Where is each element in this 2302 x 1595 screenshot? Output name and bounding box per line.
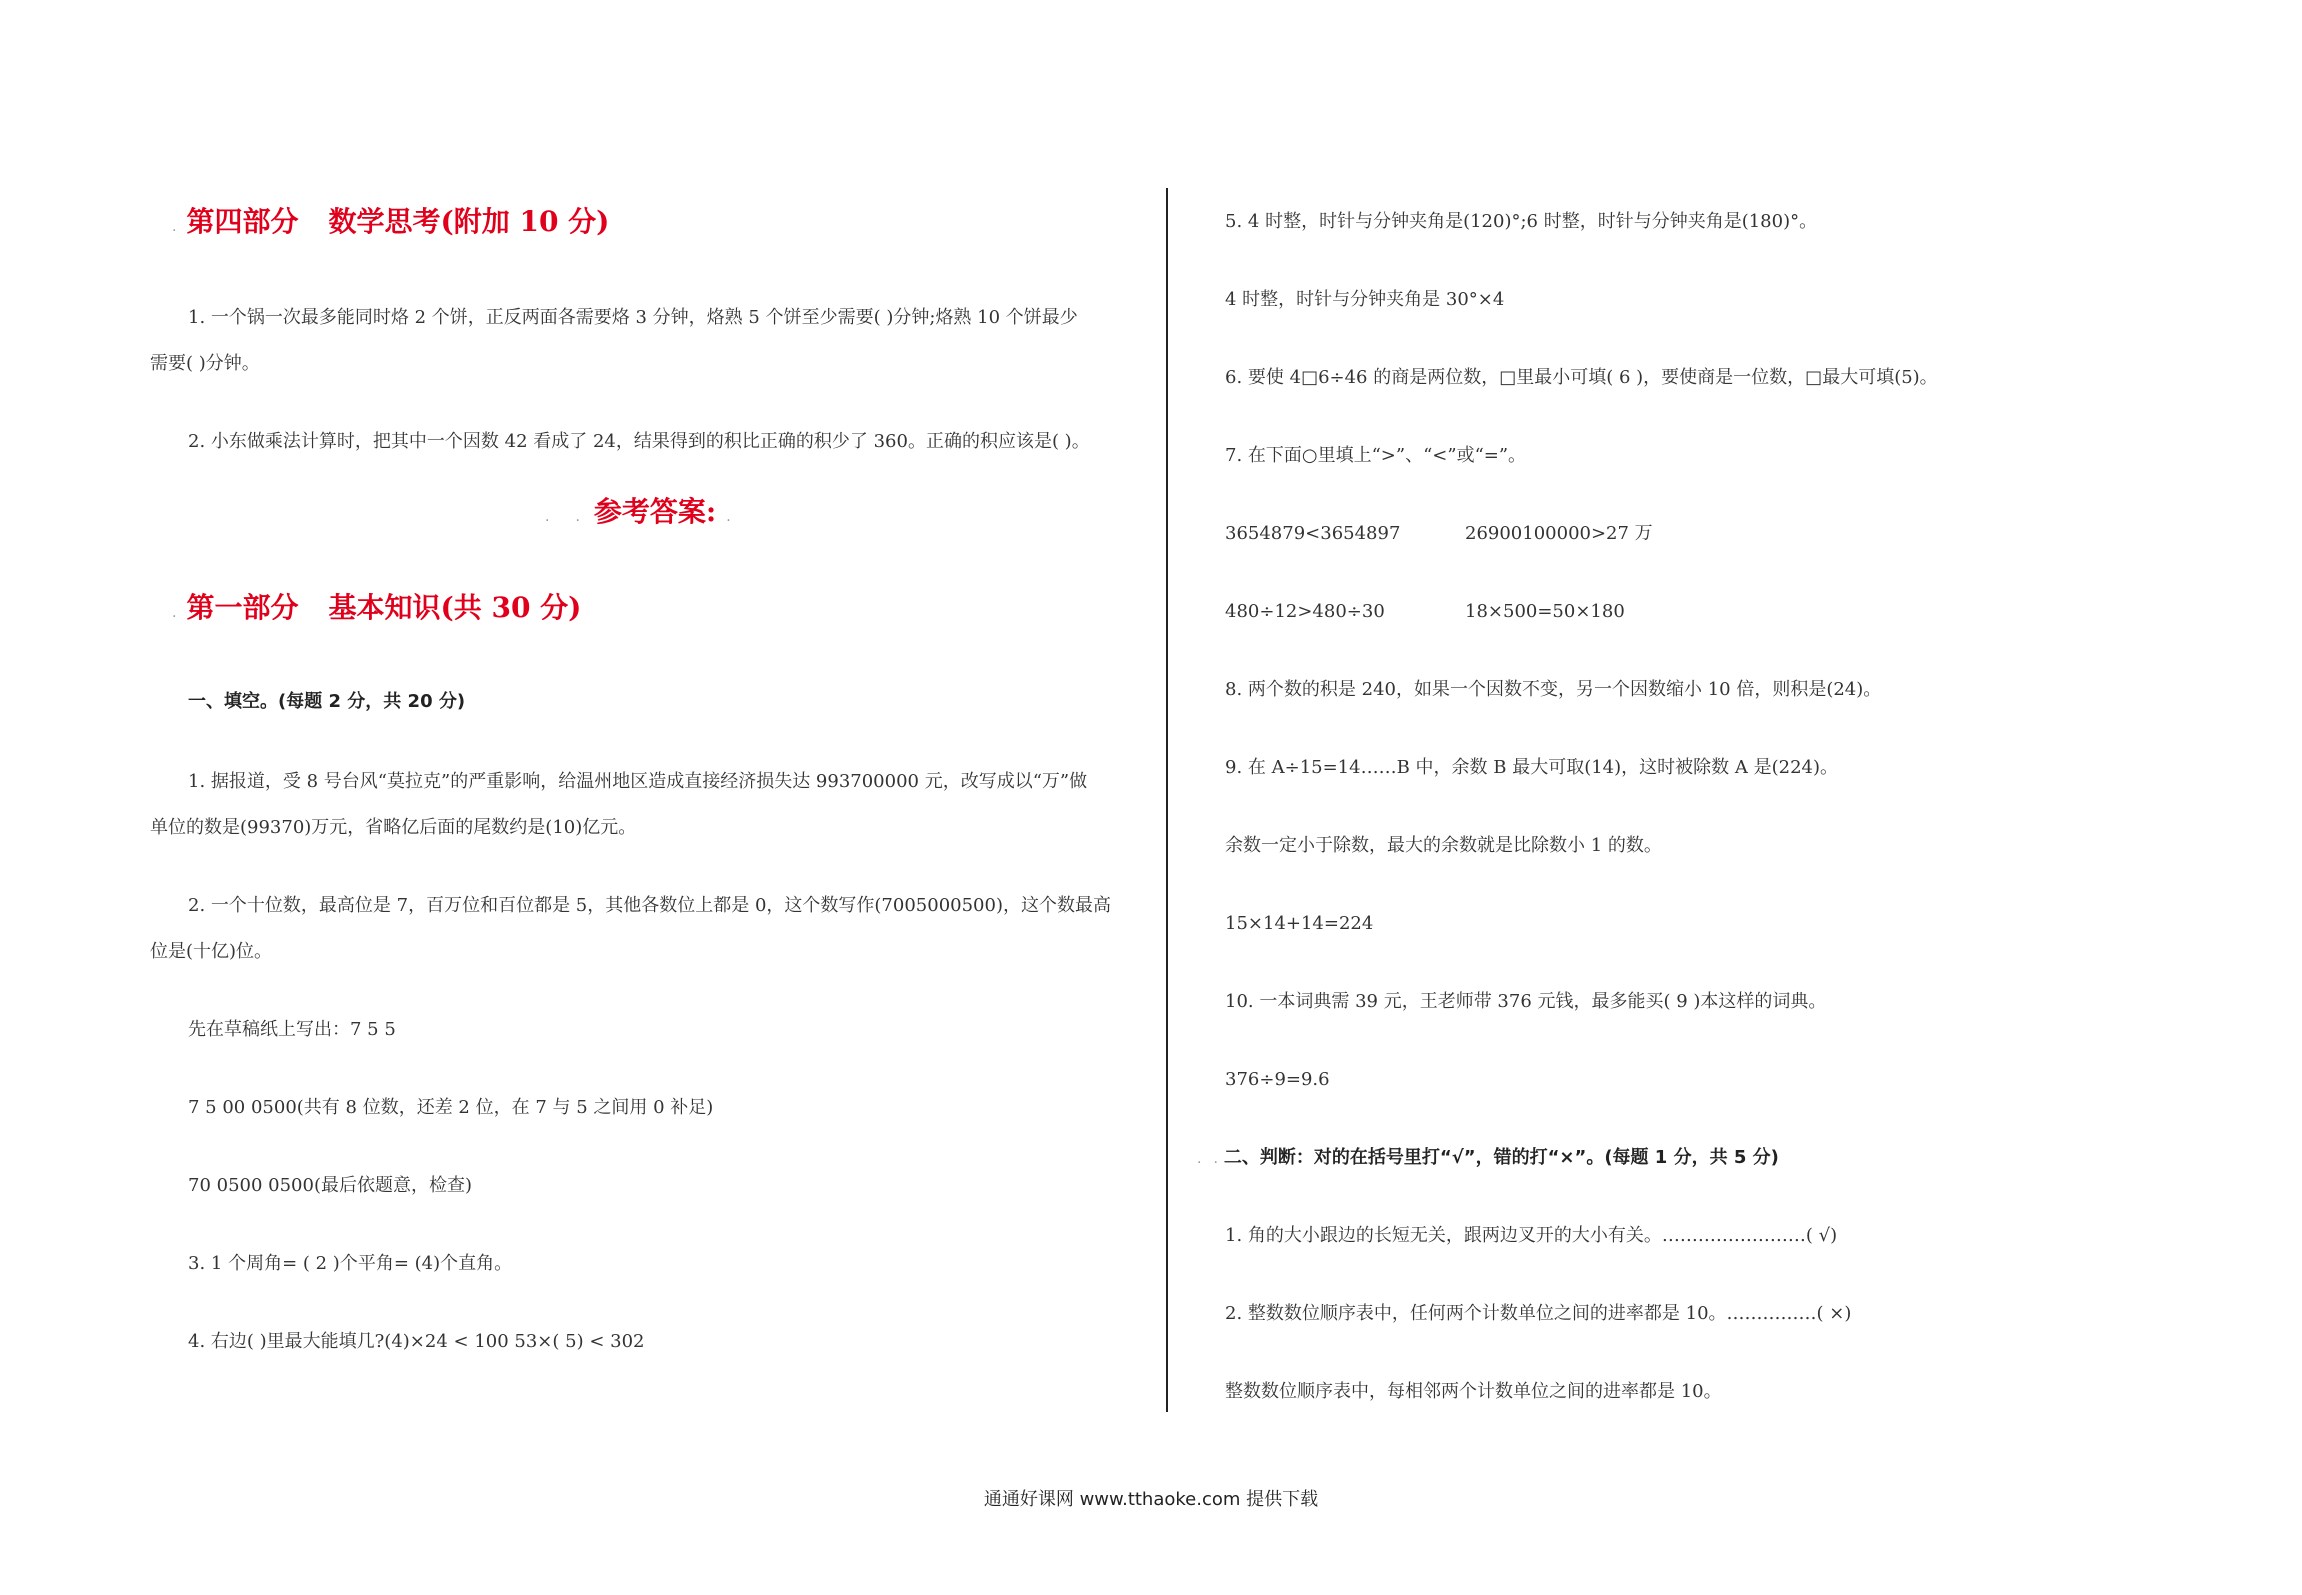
answer-title: 参考答案: [593,495,717,528]
a9-line2: 余数一定小于除数，最大的余数就是比除数小 1 的数。 [1225,835,1662,856]
part4-title-b: 数学思考(附加 10 分) [328,205,610,238]
section1-heading: 一、填空。(每题 2 分，共 20 分) [188,691,466,712]
part1-heading: . 第一部分 基本知识(共 30 分) [172,591,582,624]
a2-note3: 70 0500 0500(最后依题意，检查) [188,1175,473,1196]
a5-line2: 4 时整，时针与分钟夹角是 30°×4 [1225,289,1505,310]
j2-line1: 2. 整数数位顺序表中，任何两个计数单位之间的进率都是 10。……………( ×) [1225,1303,1852,1324]
a10-line1: 10. 一本词典需 39 元，王老师带 376 元钱，最多能买( 9 )本这样的词典。 [1225,991,1827,1012]
part1-title-b: 基本知识(共 30 分) [328,591,582,624]
a2-line2: 位是(十亿)位。 [150,941,273,962]
a2-line1: 2. 一个十位数，最高位是 7，百万位和百位都是 5，其他各数位上都是 0，这个数写作(7005000500)，这个数最高 [188,895,1111,916]
a7-row2-a: 480÷12>480÷30 [1225,601,1385,622]
a10-line2: 376÷9=9.6 [1225,1069,1330,1090]
a7-row1-a: 3654879<3654897 [1225,523,1401,544]
a6-line1: 6. 要使 4□6÷46 的商是两位数，□里最小可填( 6 )，要使商是一位数，□最大可填(5)。 [1225,367,1938,388]
a8-line1: 8. 两个数的积是 240，如果一个因数不变，另一个因数缩小 10 倍，则积是(24)。 [1225,679,1882,700]
section2-heading: 二、判断：对的在括号里打“√”，错的打“×”。(每题 1 分，共 5 分) [1223,1147,1779,1168]
section2-heading-row: . . 二、判断：对的在括号里打“√”，错的打“×”。(每题 1 分，共 5 分) [1197,1147,1779,1168]
answer-heading: . . 参考答案: . [545,495,731,528]
q1-line2: 需要( )分钟。 [150,353,260,374]
a9-line1: 9. 在 A÷15=14……B 中，余数 B 最大可取(14)，这时被除数 A 是(224)。 [1225,757,1839,778]
a2-note1: 先在草稿纸上写出：7 5 5 [188,1019,396,1040]
a9-line3: 15×14+14=224 [1225,913,1374,934]
a7-line1: 7. 在下面○里填上“>”、“<”或“=”。 [1225,445,1527,466]
part4-title-a: 第四部分 [186,205,299,238]
part4-heading: . 第四部分 数学思考(附加 10 分) [172,205,610,238]
a5-line1: 5. 4 时整，时针与分钟夹角是(120)°;6 时整，时针与分钟夹角是(180)°。 [1225,211,1818,232]
a7-row1-b: 26900100000>27 万 [1465,523,1653,544]
q1-line1: 1. 一个锅一次最多能同时烙 2 个饼，正反两面各需要烙 3 分钟，烙熟 5 个饼至少需要( )分钟;烙熟 10 个饼最少 [188,307,1078,328]
part1-title-a: 第一部分 [186,591,299,624]
a7-row2-b: 18×500=50×180 [1465,601,1625,622]
j2-line2: 整数数位顺序表中，每相邻两个计数单位之间的进率都是 10。 [1225,1381,1722,1402]
a3-line1: 3. 1 个周角= ( 2 )个平角= (4)个直角。 [188,1253,513,1274]
a1-line2: 单位的数是(99370)万元，省略亿后面的尾数约是(10)亿元。 [150,817,637,838]
j1-line1: 1. 角的大小跟边的长短无关，跟两边叉开的大小有关。……………………( √) [1225,1225,1838,1246]
column-divider [1166,188,1168,1412]
a4-line1: 4. 右边( )里最大能填几?(4)×24 < 100 53×( 5) < 302 [188,1331,645,1352]
footer-credit: 通通好课网 www.tthaoke.com 提供下载 [983,1489,1319,1510]
q2-line1: 2. 小东做乘法计算时，把其中一个因数 42 看成了 24，结果得到的积比正确的积少了 360。正确的积应该是( )。 [188,431,1090,452]
a1-line1: 1. 据报道，受 8 号台风“莫拉克”的严重影响，给温州地区造成直接经济损失达 993700000 元，改写成以“万”做 [188,771,1088,792]
a2-note2: 7 5 00 0500(共有 8 位数，还差 2 位，在 7 与 5 之间用 0 补足) [188,1097,714,1118]
